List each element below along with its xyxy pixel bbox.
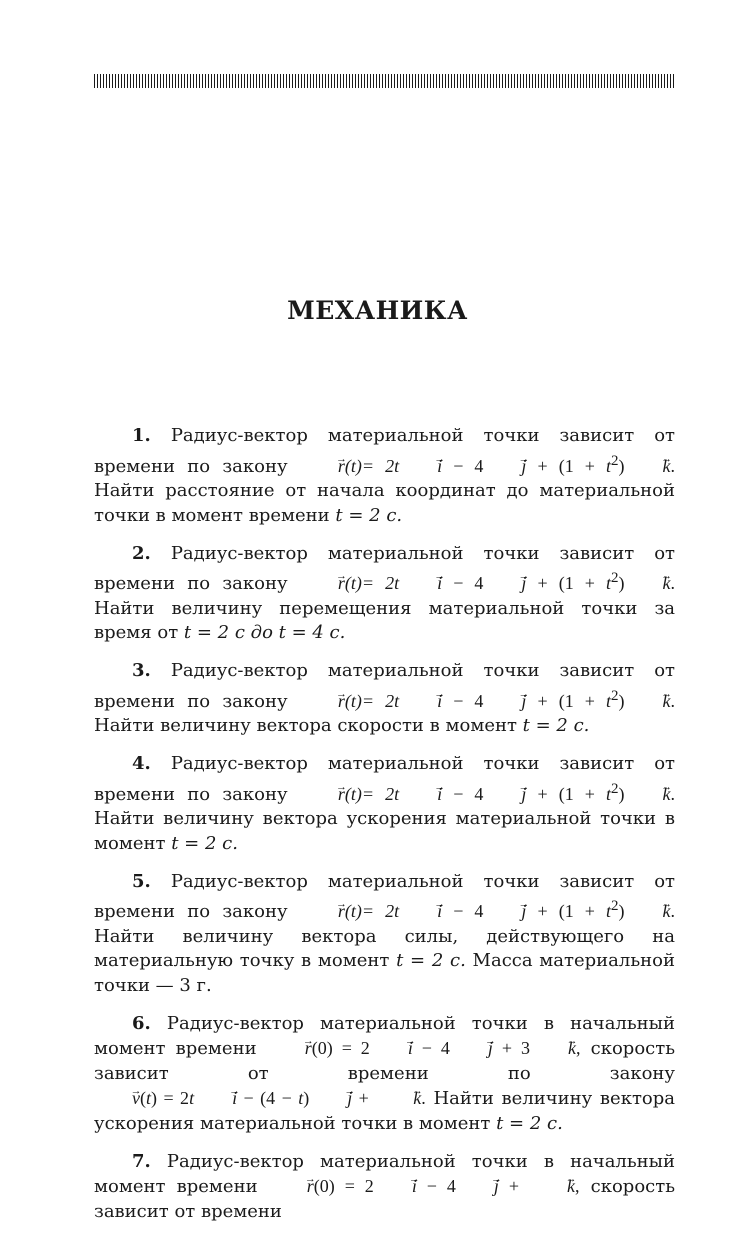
formula-r-of-t: → $r(t)= 2t\to i - 4\to j + (1 + t^2)\to k$. — [300, 573, 675, 593]
problem-2 — [94, 542, 675, 646]
problem-intro: Радиус-вектор материальной точки зависит от времени по закону — [94, 660, 675, 712]
problem-question: Найти величину вектора силы, действующего на материальную точку в момент — [94, 925, 675, 971]
formula-r-of-t: → $r(t)= 2t\to i - 4\to j + (1 + t^2)\to k$. — [300, 456, 675, 476]
problem-5 — [94, 870, 675, 999]
problem-list — [94, 424, 675, 1238]
problem-4 — [94, 752, 675, 856]
header-ornament-rule — [94, 74, 675, 88]
formula-v-of-t: → v(t) = 2t→ i − (4 − t)→ j + → k. — [94, 1088, 426, 1108]
formula-r-zero: → r(0) = 2→ i − 4→ j + 3→ k, — [267, 1038, 581, 1058]
problem-middle: скорость зависит от времени по закону — [94, 1038, 676, 1084]
problem-number: 5. — [132, 870, 151, 892]
problem-question: Найти величину вектора ускорения материальной точки в момент — [94, 808, 675, 854]
problem-question: Найти величину вектора ускорения материальной точки в момент — [94, 1088, 675, 1134]
problem-number: 1. — [132, 425, 151, 446]
formula-r-of-t: → $r(t)= 2t\to i - 4\to j + (1 + t^2)\to k$. — [300, 901, 675, 921]
problem-tail: скорость зависит от времени — [94, 1176, 676, 1222]
problem-3 — [94, 659, 675, 739]
problem-intro: Радиус-вектор материальной точки зависит от времени по закону — [94, 753, 675, 805]
problem-condition: t = 2 с до t = 4 с. — [183, 622, 346, 643]
problem-number: 7. — [132, 1150, 151, 1172]
problem-question: Найти расстояние от начала координат до материальной точки в момент времени — [94, 480, 675, 526]
problem-number: 3. — [132, 660, 151, 681]
formula-r-zero: → r(0) = 2→ i − 4→ j + → k, — [269, 1176, 580, 1196]
problem-condition: t = 2 с. — [522, 715, 590, 736]
problem-intro: Радиус-вектор материальной точки в начальный момент времени — [94, 1150, 675, 1197]
problem-intro: Радиус-вектор материальной точки зависит от времени по закону — [94, 425, 675, 477]
problem-condition: t = 2 с. — [396, 950, 466, 971]
problem-number: 2. — [132, 542, 151, 564]
problem-intro: Радиус-вектор материальной точки в начальный момент времени — [94, 1012, 675, 1059]
problem-number: 4. — [132, 753, 151, 774]
problem-intro: Радиус-вектор материальной точки зависит от времени по закону — [94, 870, 675, 922]
problem-question: Найти величину перемещения материальной точки за время от — [94, 597, 675, 643]
problem-1 — [94, 424, 675, 528]
problem-6 — [94, 1012, 675, 1137]
problem-intro: Радиус-вектор материальной точки зависит от времени по закону — [94, 542, 675, 594]
problem-condition: t = 2 с. — [171, 832, 238, 854]
formula-r-of-t: → $r(t)= 2t\to i - 4\to j + (1 + t^2)\to k$. — [300, 691, 675, 711]
problem-condition: t = 2 с. — [496, 1112, 563, 1134]
problem-7 — [94, 1150, 675, 1225]
formula-r-of-t: → $r(t)= 2t\to i - 4\to j + (1 + t^2)\to k$. — [300, 784, 675, 804]
problem-number: 6. — [132, 1012, 151, 1034]
problem-extra: Масса материальной точки — 3 г. — [94, 950, 675, 996]
section-title: МЕХАНИКА — [287, 296, 468, 325]
problem-question: Найти величину вектора скорости в момент — [94, 715, 517, 736]
problem-condition: t = 2 с. — [335, 504, 403, 526]
